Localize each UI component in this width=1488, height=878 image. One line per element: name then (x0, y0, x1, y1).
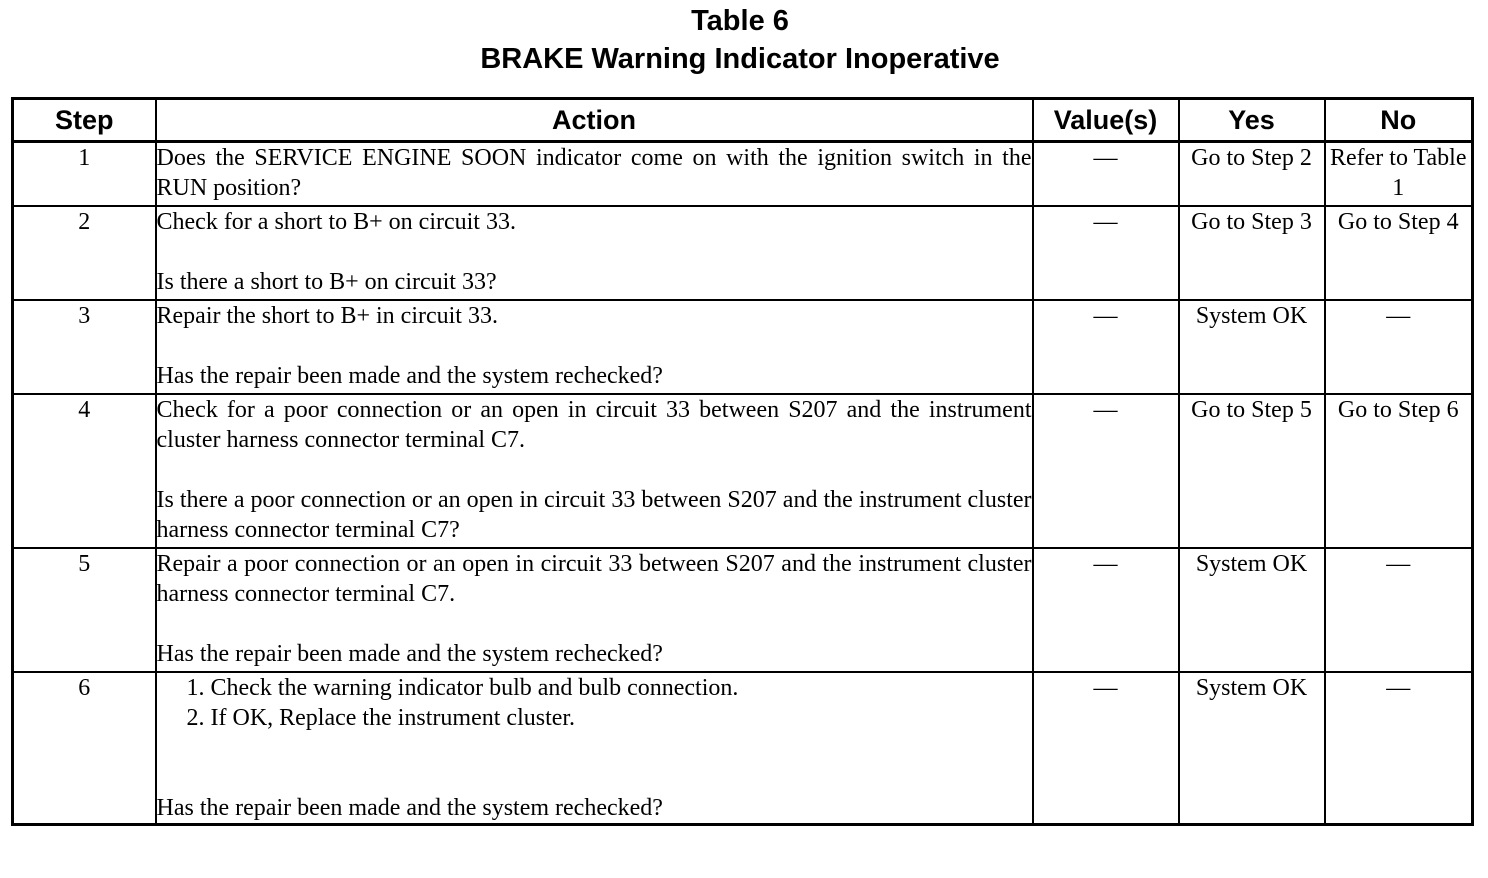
step-number: 1 (13, 142, 156, 207)
no-cell: Go to Step 6 (1325, 394, 1473, 548)
table-title (0, 2, 1480, 78)
no-cell: Go to Step 4 (1325, 206, 1473, 300)
yes-cell: System OK (1179, 300, 1325, 394)
no-cell: Refer to Table 1 (1325, 142, 1473, 207)
action-cell (156, 300, 1033, 394)
column-header-action: Action (156, 99, 1033, 142)
list-item: 2. If OK, Replace the instrument cluster. (211, 703, 1032, 733)
no-cell: — (1325, 548, 1473, 672)
action-question: Is there a poor connection or an open in circuit 33 between S207 and the instrument cluster harness connector terminal C7? (156, 487, 1032, 543)
value-cell: — (1033, 300, 1179, 394)
action-question: Has the repair been made and the system rechecked? (156, 363, 663, 389)
table-number: Table 6 (691, 5, 789, 37)
action-text: Does the SERVICE ENGINE SOON indicator come on with the ignition switch in the RUN position? (156, 145, 1032, 201)
action-cell (156, 672, 1033, 825)
table-heading: BRAKE Warning Indicator Inoperative (480, 43, 1000, 75)
no-cell: — (1325, 672, 1473, 825)
value-cell: — (1033, 206, 1179, 300)
column-header-step: Step (13, 99, 156, 142)
action-text: Repair the short to B+ in circuit 33. (156, 303, 498, 329)
column-header-values: Value(s) (1033, 99, 1179, 142)
action-cell (156, 548, 1033, 672)
column-header-yes: Yes (1179, 99, 1325, 142)
value-cell: — (1033, 394, 1179, 548)
list-item: 1. Check the warning indicator bulb and bulb connection. (211, 673, 1032, 703)
step-number: 3 (13, 300, 156, 394)
step-number: 4 (13, 394, 156, 548)
table-row (13, 142, 1473, 207)
table-row (13, 548, 1473, 672)
diagnostic-table (11, 97, 1474, 826)
table-row (13, 394, 1473, 548)
action-text: Check for a short to B+ on circuit 33. (156, 209, 516, 235)
header-row (13, 99, 1473, 142)
column-header-no: No (1325, 99, 1473, 142)
yes-cell: Go to Step 3 (1179, 206, 1325, 300)
yes-cell: System OK (1179, 672, 1325, 825)
yes-cell: System OK (1179, 548, 1325, 672)
step-number: 5 (13, 548, 156, 672)
value-cell: — (1033, 672, 1179, 825)
value-cell: — (1033, 142, 1179, 207)
action-steps-list (157, 673, 1032, 733)
action-question: Has the repair been made and the system rechecked? (156, 641, 663, 667)
action-question: Is there a short to B+ on circuit 33? (156, 269, 497, 295)
value-cell: — (1033, 548, 1179, 672)
table-row (13, 206, 1473, 300)
action-text: Repair a poor connection or an open in circuit 33 between S207 and the instrument cluster harness connector terminal C7. (156, 551, 1032, 607)
yes-cell: Go to Step 2 (1179, 142, 1325, 207)
action-text: Check for a poor connection or an open in circuit 33 between S207 and the instrument cluster harness connector terminal C7. (156, 397, 1032, 453)
no-cell: — (1325, 300, 1473, 394)
table-row (13, 672, 1473, 825)
action-question: Has the repair been made and the system rechecked? (156, 795, 663, 821)
action-cell (156, 394, 1033, 548)
action-cell (156, 206, 1033, 300)
action-cell (156, 142, 1033, 207)
step-number: 6 (13, 672, 156, 825)
yes-cell: Go to Step 5 (1179, 394, 1325, 548)
step-number: 2 (13, 206, 156, 300)
table-row (13, 300, 1473, 394)
